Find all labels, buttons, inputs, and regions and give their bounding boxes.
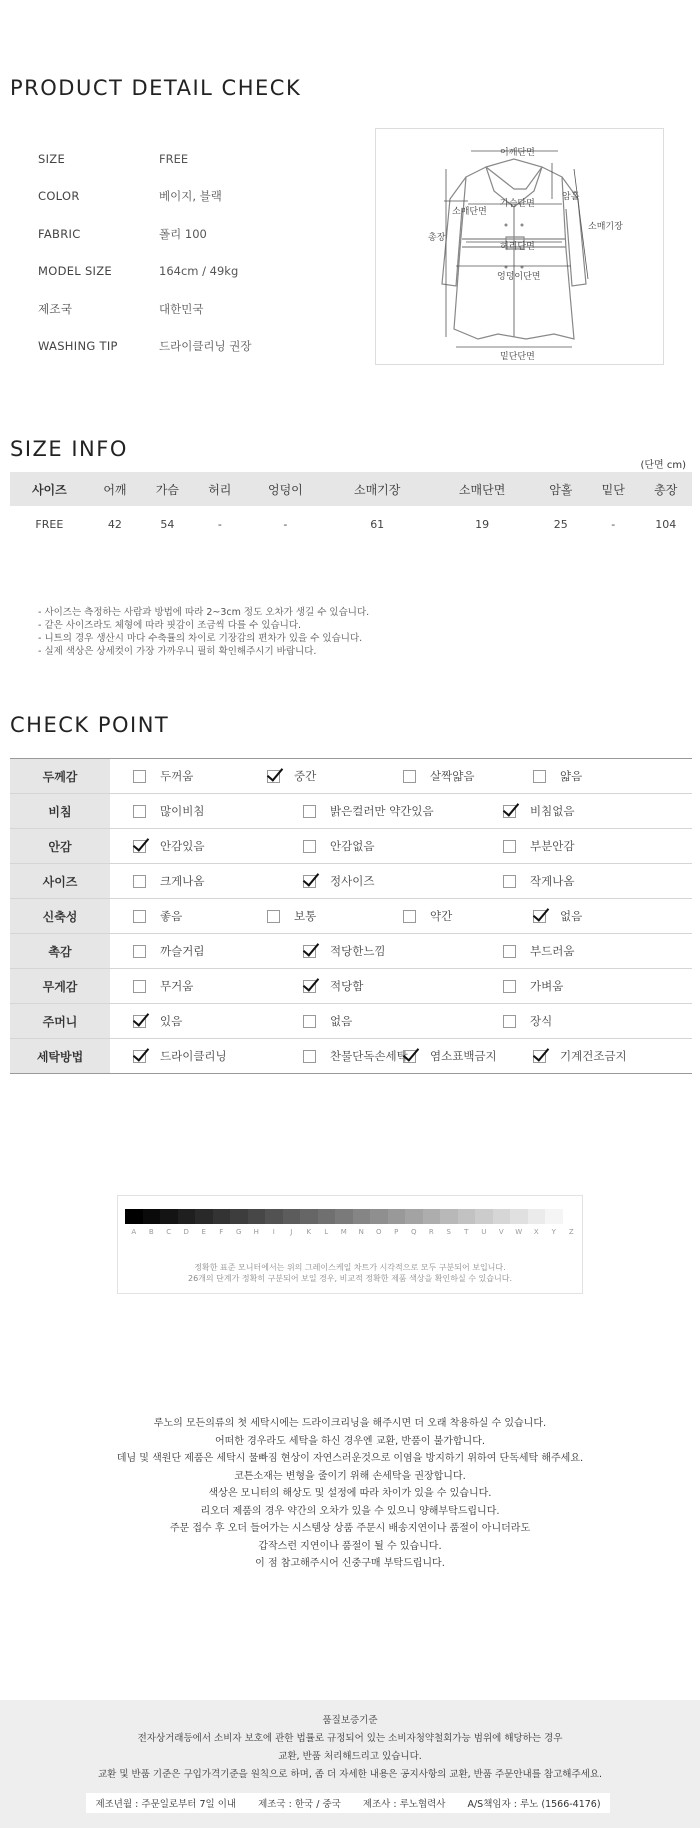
checkbox-icon[interactable] (303, 1050, 316, 1063)
check-option[interactable] (267, 908, 316, 924)
care-line: 어떠한 경우라도 세탁을 하신 경우엔 교환, 반품이 불가합니다. (214, 1435, 486, 1447)
care-line: 루노의 모든의류의 첫 세탁시에는 드라이크리닝을 해주시면 더 오래 착용하실 수 있습니다. (153, 1418, 547, 1429)
grayscale-letter: M (340, 1228, 347, 1236)
care-line: 이 점 참고해주시어 신중구매 부탁드립니다. (255, 1558, 445, 1569)
grayscale-letter: P (394, 1228, 399, 1236)
check-option[interactable] (133, 1013, 182, 1029)
check-option-label: 비침없음 (530, 804, 575, 818)
grayscale-letter: W (515, 1228, 523, 1236)
check-row-label: 촉감 (10, 934, 110, 969)
size-info-title: SIZE INFO (10, 437, 128, 461)
check-option-label: 장식 (530, 1014, 553, 1028)
check-option-label: 좋음 (160, 909, 183, 923)
spec-row (38, 290, 368, 328)
check-row (10, 794, 692, 829)
note-line: - 사이즈는 측정하는 사람과 방법에 따라 2~3cm 정도 오차가 생길 수 있습니다. (38, 607, 370, 618)
check-row-label: 신축성 (10, 899, 110, 934)
checkbox-icon[interactable] (133, 910, 146, 923)
grayscale-chart (117, 1195, 583, 1294)
check-option[interactable] (503, 1013, 552, 1029)
check-option-label: 기계건조금지 (560, 1049, 627, 1063)
checkbox-icon[interactable] (133, 805, 146, 818)
check-options (110, 864, 692, 899)
check-option[interactable] (133, 1048, 227, 1064)
check-option-label: 안감있음 (160, 839, 205, 853)
checked-checkbox-icon[interactable] (303, 945, 316, 958)
size-cell: 104 (655, 517, 677, 531)
grayscale-swatch (475, 1209, 493, 1224)
check-option-label: 부분안감 (530, 839, 575, 853)
check-option-label: 많이비침 (160, 804, 205, 818)
grayscale-letter: U (481, 1228, 487, 1236)
grayscale-letter: L (324, 1228, 329, 1236)
check-options (110, 759, 692, 794)
footer-info-item: 제조국 : 한국 / 중국 (258, 1799, 341, 1810)
grayscale-swatch (178, 1209, 196, 1224)
check-option[interactable] (303, 838, 374, 854)
spec-key: FABRIC (38, 226, 81, 241)
grayscale-letter: T (464, 1228, 469, 1236)
spec-value: 164cm / 49kg (159, 264, 239, 279)
size-header-cell: 소매단면 (430, 472, 535, 506)
check-row (10, 1039, 692, 1074)
size-header-cell: 엉덩이 (246, 472, 325, 506)
care-line: 리오더 제품의 경우 약간의 오차가 있을 수 있으니 양해부탁드립니다. (200, 1505, 500, 1517)
checkbox-icon[interactable] (133, 875, 146, 888)
checkbox-icon[interactable] (303, 840, 316, 853)
grayscale-swatch (563, 1209, 581, 1224)
diagram-label-sleeve-length: 소매기장 (588, 222, 623, 232)
grayscale-swatch (545, 1209, 563, 1224)
grayscale-bar (125, 1209, 580, 1224)
spec-value: 드라이클리닝 권장 (159, 339, 252, 354)
check-option-label: 없음 (560, 909, 583, 923)
check-option-label: 크게나옴 (160, 874, 205, 888)
check-option[interactable] (403, 908, 452, 924)
checked-checkbox-icon[interactable] (303, 980, 316, 993)
size-cell: 54 (160, 517, 175, 531)
check-option-label: 약간 (430, 909, 453, 923)
check-row-label: 사이즈 (10, 864, 110, 899)
size-header-cell: 밑단 (587, 472, 639, 506)
check-row (10, 899, 692, 934)
grayscale-letter: Q (410, 1228, 417, 1236)
check-option-label: 없음 (330, 1014, 353, 1028)
check-options (110, 969, 692, 1004)
check-options (110, 934, 692, 969)
grayscale-swatch (493, 1209, 511, 1224)
size-header-cell: 소매기장 (325, 472, 430, 506)
grayscale-letter: C (166, 1228, 172, 1236)
check-option[interactable] (503, 838, 574, 854)
grayscale-letter: D (183, 1228, 189, 1236)
check-row (10, 829, 692, 864)
grayscale-swatch (335, 1209, 353, 1224)
size-cell: 61 (370, 517, 385, 531)
check-option[interactable] (133, 873, 204, 889)
footer-line: 교환, 반품 처리해드리고 있습니다. (278, 1751, 422, 1762)
checked-checkbox-icon[interactable] (503, 805, 516, 818)
grayscale-swatch (528, 1209, 546, 1224)
check-row (10, 759, 692, 794)
footer-info-bar (86, 1793, 610, 1813)
check-option-label: 살짝얇음 (430, 769, 475, 783)
check-option-label: 염소표백금지 (430, 1049, 497, 1063)
check-option-label: 두꺼움 (160, 769, 194, 783)
check-option-label: 가벼움 (530, 979, 564, 993)
grayscale-letter: R (428, 1228, 434, 1236)
diagram-label-armhole: 암홀 (562, 192, 580, 202)
check-row-label: 세탁방법 (10, 1039, 110, 1074)
footer-heading: 품질보증기준 (322, 1715, 378, 1726)
size-cell: 19 (475, 517, 490, 531)
size-notes (38, 606, 369, 658)
grayscale-swatch (353, 1209, 371, 1224)
spec-value: 대한민국 (159, 301, 204, 316)
grayscale-letter: B (148, 1228, 154, 1236)
check-option-label: 부드러움 (530, 944, 575, 958)
check-option[interactable] (503, 803, 574, 819)
grayscale-letter: Z (568, 1228, 574, 1236)
spec-value: 베이지, 블랙 (159, 189, 222, 204)
check-options (110, 794, 692, 829)
care-line: 코튼소재는 변형을 줄이기 위해 손세탁을 권장합니다. (234, 1470, 466, 1482)
check-row (10, 1004, 692, 1039)
check-option-label: 적당한느낌 (330, 944, 386, 958)
check-option[interactable] (503, 873, 574, 889)
checkbox-icon[interactable] (403, 770, 416, 783)
checked-checkbox-icon[interactable] (267, 770, 280, 783)
checkbox-icon[interactable] (503, 980, 516, 993)
size-header-cell: 총장 (639, 472, 692, 506)
grayscale-text (118, 1262, 582, 1284)
check-option[interactable] (133, 838, 204, 854)
checked-checkbox-icon[interactable] (133, 1050, 146, 1063)
note-line: - 실제 색상은 상세컷이 가장 가까우니 필히 확인해주시기 바랍니다. (38, 646, 317, 657)
checked-checkbox-icon[interactable] (303, 875, 316, 888)
check-option-label: 무거움 (160, 979, 194, 993)
check-option-label: 있음 (160, 1014, 183, 1028)
size-header-cell: 가슴 (141, 472, 193, 506)
check-option[interactable] (303, 873, 374, 889)
diagram-label-total: 총장 (428, 233, 446, 243)
size-table (10, 472, 692, 542)
grayscale-letter: Y (551, 1228, 556, 1236)
grayscale-swatch (370, 1209, 388, 1224)
check-row (10, 969, 692, 1004)
checkbox-icon[interactable] (267, 910, 280, 923)
detail-spec-list (38, 140, 368, 365)
check-row-label: 비침 (10, 794, 110, 829)
check-option[interactable] (133, 978, 193, 994)
size-header-cell: 암홀 (535, 472, 587, 506)
spec-row (38, 178, 368, 216)
check-option[interactable] (303, 1048, 408, 1064)
checked-checkbox-icon[interactable] (403, 1050, 416, 1063)
footer-info-item: 제조년월 : 주문일로부터 7일 이내 (95, 1799, 237, 1810)
checked-checkbox-icon[interactable] (133, 840, 146, 853)
spec-key: 제조국 (38, 301, 73, 316)
diagram-label-hip: 엉덩이단면 (497, 272, 541, 282)
check-option[interactable] (533, 768, 582, 784)
check-options (110, 1039, 692, 1074)
size-cell: 42 (107, 517, 122, 531)
grayscale-swatch (440, 1209, 458, 1224)
check-point-title: CHECK POINT (10, 713, 170, 737)
check-option[interactable] (267, 768, 316, 784)
grayscale-letter: H (253, 1228, 259, 1236)
check-option-label: 까슬거림 (160, 944, 205, 958)
diagram-label-shoulder: 어깨단면 (500, 148, 535, 158)
care-line: 데님 및 색원단 제품은 세탁시 물빠짐 현상이 자연스러운것으로 이염을 방지하기 위하여 단독세탁 해주세요. (116, 1453, 584, 1464)
grayscale-letter: X (533, 1228, 539, 1236)
size-cell: - (283, 517, 288, 531)
check-option[interactable] (533, 908, 582, 924)
checkbox-icon[interactable] (503, 945, 516, 958)
checkbox-icon[interactable] (503, 875, 516, 888)
check-option[interactable] (303, 978, 363, 994)
grayscale-letter: O (375, 1228, 382, 1236)
grayscale-text-line: 정확한 표준 모니터에서는 위의 그레이스케일 차트가 시각적으로 모두 구분되어 보입니다. (194, 1263, 506, 1272)
spec-row (38, 215, 368, 253)
grayscale-swatch (213, 1209, 231, 1224)
spec-row (38, 328, 368, 366)
grayscale-swatch (248, 1209, 266, 1224)
footer-info-item: 제조사 : 루노협력사 (362, 1799, 446, 1810)
footer-line: 교환 및 반품 기준은 구입가격기준을 원칙으로 하며, 좀 더 자세한 내용은 공지사항의 교환, 반품 주문안내를 참고해주세요. (97, 1769, 603, 1780)
check-option-label: 밝은컬러만 약간있음 (330, 804, 434, 818)
check-option[interactable] (503, 943, 574, 959)
checkbox-icon[interactable] (503, 1015, 516, 1028)
check-option[interactable] (533, 1048, 627, 1064)
diagram-label-chest: 가슴단면 (500, 199, 535, 209)
diagram-label-hem: 밑단단면 (500, 352, 535, 362)
check-option-label: 찬물단독손세탁 (330, 1049, 408, 1063)
size-unit-label: (단면 cm) (640, 460, 686, 471)
grayscale-swatch (458, 1209, 476, 1224)
quality-footer (0, 1700, 700, 1828)
grayscale-swatch (125, 1209, 143, 1224)
check-option[interactable] (503, 978, 563, 994)
spec-key: MODEL SIZE (38, 264, 112, 279)
check-option-label: 정사이즈 (330, 874, 375, 888)
checked-checkbox-icon[interactable] (533, 1050, 546, 1063)
check-option[interactable] (403, 768, 474, 784)
diagram-label-sleeve-width: 소매단면 (452, 207, 487, 217)
grayscale-letter: N (358, 1228, 364, 1236)
grayscale-letter: K (306, 1228, 312, 1236)
check-option-label: 적당함 (330, 979, 364, 993)
care-line: 주문 접수 후 오더 들어가는 시스템상 상품 주문시 배송지연이나 품절이 아니더라도 (169, 1523, 531, 1534)
grayscale-swatch (195, 1209, 213, 1224)
size-cell: - (611, 517, 616, 531)
spec-key: SIZE (38, 151, 66, 166)
table-row (10, 506, 692, 542)
care-line: 색상은 모니터의 해상도 및 설정에 따라 차이가 있을 수 있습니다. (208, 1488, 492, 1499)
size-cell: FREE (35, 517, 64, 531)
check-option-label: 보통 (294, 909, 317, 923)
check-row-label: 주머니 (10, 1004, 110, 1039)
check-row-label: 안감 (10, 829, 110, 864)
grayscale-swatch (160, 1209, 178, 1224)
checkbox-icon[interactable] (303, 805, 316, 818)
check-option[interactable] (133, 908, 182, 924)
size-cell: - (217, 517, 222, 531)
footer-info-item: A/S책임자 : 루노 (1566-4176) (467, 1799, 601, 1810)
check-option[interactable] (133, 943, 204, 959)
care-notice (0, 1415, 700, 1573)
spec-value: 폴리 100 (159, 226, 207, 241)
check-option[interactable] (303, 803, 434, 819)
grayscale-swatch (405, 1209, 423, 1224)
check-option[interactable] (403, 1048, 497, 1064)
care-line: 갑작스런 지연이나 품절이 될 수 있습니다. (258, 1540, 442, 1552)
grayscale-swatch (300, 1209, 318, 1224)
size-cell: 25 (553, 517, 568, 531)
checkbox-icon[interactable] (133, 980, 146, 993)
size-header-cell: 사이즈 (10, 472, 89, 506)
grayscale-letter: I (272, 1228, 275, 1236)
grayscale-swatch (143, 1209, 161, 1224)
grayscale-swatch (230, 1209, 248, 1224)
footer-text (0, 1712, 700, 1784)
size-header-cell: 어깨 (89, 472, 141, 506)
grayscale-letters (125, 1228, 580, 1236)
grayscale-letter: G (236, 1228, 242, 1236)
check-options (110, 899, 692, 934)
check-options (110, 1004, 692, 1039)
grayscale-text-line: 26개의 단계가 정확히 구분되어 보일 경우, 비교적 정확한 제품 색상을 확인하실 수 있습니다. (188, 1274, 512, 1283)
check-point-table (10, 758, 692, 1074)
check-row-label: 무게감 (10, 969, 110, 1004)
check-option[interactable] (303, 1013, 352, 1029)
note-line: - 같은 사이즈라도 체형에 따라 핏감이 조금씩 다를 수 있습니다. (38, 620, 302, 631)
size-table-header (10, 472, 692, 506)
checked-checkbox-icon[interactable] (533, 910, 546, 923)
grayscale-swatch (283, 1209, 301, 1224)
spec-key: WASHING TIP (38, 339, 118, 354)
footer-line: 전자상거래등에서 소비자 보호에 관한 법률로 규정되어 있는 소비자청약철회가능 범위에 해당하는 경우 (137, 1733, 563, 1744)
grayscale-letter: S (446, 1228, 451, 1236)
spec-row (38, 140, 368, 178)
check-option-label: 작게나옴 (530, 874, 575, 888)
checkbox-icon[interactable] (503, 840, 516, 853)
checkbox-icon[interactable] (133, 770, 146, 783)
check-row (10, 864, 692, 899)
grayscale-swatch (388, 1209, 406, 1224)
checkbox-icon[interactable] (403, 910, 416, 923)
check-option-label: 얇음 (560, 769, 583, 783)
size-header-cell: 허리 (194, 472, 246, 506)
note-line: - 니트의 경우 생산시 마다 수축률의 차이로 기장감의 편차가 있을 수 있습니다. (38, 633, 363, 644)
checkbox-icon[interactable] (533, 770, 546, 783)
check-row (10, 934, 692, 969)
grayscale-swatch (318, 1209, 336, 1224)
spec-key: COLOR (38, 189, 80, 204)
spec-value: FREE (159, 151, 189, 166)
check-option-label: 중간 (294, 769, 317, 783)
grayscale-letter: J (290, 1228, 293, 1236)
check-options (110, 829, 692, 864)
check-option[interactable] (133, 768, 193, 784)
check-option[interactable] (303, 943, 386, 959)
check-row-label: 두께감 (10, 759, 110, 794)
spec-row (38, 253, 368, 291)
grayscale-letter: V (498, 1228, 504, 1236)
grayscale-swatch (265, 1209, 283, 1224)
check-option-label: 드라이클리닝 (160, 1049, 227, 1063)
grayscale-letter: E (201, 1228, 206, 1236)
check-option-label: 안감없음 (330, 839, 375, 853)
checkbox-icon[interactable] (133, 945, 146, 958)
checkbox-icon[interactable] (303, 1015, 316, 1028)
grayscale-letter: F (219, 1228, 224, 1236)
detail-title: PRODUCT DETAIL CHECK (10, 76, 302, 100)
diagram-label-waist: 허리단면 (500, 242, 535, 252)
grayscale-swatch (423, 1209, 441, 1224)
coat-measurement-diagram (375, 128, 664, 365)
check-option[interactable] (133, 803, 204, 819)
grayscale-letter: A (131, 1228, 137, 1236)
grayscale-swatch (510, 1209, 528, 1224)
checked-checkbox-icon[interactable] (133, 1015, 146, 1028)
